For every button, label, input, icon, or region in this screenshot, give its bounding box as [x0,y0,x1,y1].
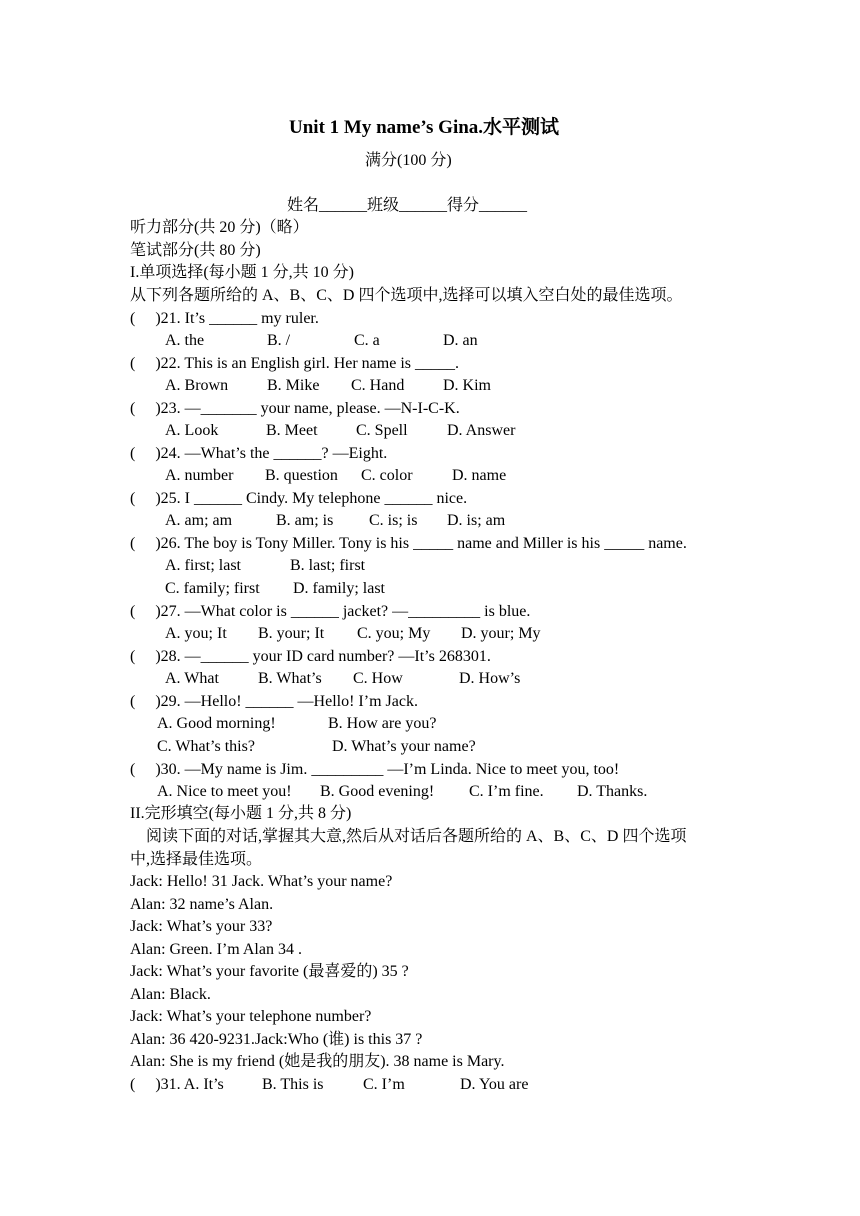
option-d: D. How’s [459,670,521,687]
question-stem: ( )29. —Hello! ______ —Hello! I’m Jack. [130,693,418,710]
option-b: B. question [265,467,338,484]
option-b: B. Good evening! [320,783,435,800]
option-d: D. is; am [447,512,506,529]
part1-title: I.单项选择(每小题 1 分,共 10 分) [130,264,354,281]
part2-instruction-cont: 中,选择最佳选项。 [130,851,263,868]
question-stem: ( )28. —______ your ID card number? —It’s 268301. [130,648,491,665]
option-b: B. Meet [266,422,318,439]
option-c: C. color [361,467,413,484]
option-a: A. Nice to meet you! [157,783,292,800]
part2-title: II.完形填空(每小题 1 分,共 8 分) [130,805,352,822]
option-b: B. This is [262,1076,324,1093]
question-stem: ( )22. This is an English girl. Her name is _____. [130,355,459,372]
dialogue-line: Alan: 36 420-9231.Jack:Who (谁) is this 37 ? [130,1031,423,1048]
student-info-line: 姓名______班级______得分______ [287,197,528,214]
option-c: C. How [353,670,403,687]
option-c: C. you; My [357,625,431,642]
question-stem: ( )25. I ______ Cindy. My telephone ______ nice. [130,490,468,507]
page-title: Unit 1 My name’s Gina.水平测试 [289,117,560,138]
dialogue-line: Alan: 32 name’s Alan. [130,896,274,913]
dialogue-line: Alan: She is my friend (她是我的朋友). 38 name is Mary. [130,1053,505,1070]
option-c: C. is; is [369,512,418,529]
option-d: D. an [443,332,478,349]
option-d: D. Kim [443,377,491,394]
option-b: B. Mike [267,377,320,394]
option-a: A. Look [165,422,219,439]
option-d: D. family; last [293,580,385,597]
option-c: C. Hand [351,377,405,394]
option-d: D. name [452,467,507,484]
option-a: A. Brown [165,377,229,394]
dialogue-line: Jack: What’s your 33? [130,918,273,935]
option-c: C. What’s this? [157,738,255,755]
option-b: B. last; first [290,557,366,574]
option-a: A. am; am [165,512,233,529]
option-a: A. you; It [165,625,227,642]
dialogue-line: Jack: What’s your telephone number? [130,1008,372,1025]
question-stem: ( )30. —My name is Jim. _________ —I’m Linda. Nice to meet you, too! [130,761,620,778]
option-a: A. number [165,467,234,484]
part2-instruction: 阅读下面的对话,掌握其大意,然后从对话后各题所给的 A、B、C、D 四个选项 [146,828,687,845]
dialogue-line: Alan: Green. I’m Alan 34 . [130,941,302,958]
option-b: B. your; It [258,625,325,642]
listening-section: 听力部分(共 20 分)（略） [130,219,309,236]
writing-section: 笔试部分(共 80 分) [130,242,261,259]
option-c: C. family; first [165,580,260,597]
option-c: C. a [354,332,380,349]
option-c: C. Spell [356,422,408,439]
option-a: A. What [165,670,219,687]
dialogue-line: Alan: Black. [130,986,211,1003]
option-c: C. I’m [363,1076,405,1093]
option-d: D. You are [460,1076,529,1093]
option-b: B. am; is [276,512,334,529]
question-stem: ( )21. It’s ______ my ruler. [130,310,319,327]
option-d: D. Thanks. [577,783,648,800]
question-stem: ( )26. The boy is Tony Miller. Tony is his _____ name and Miller is his _____ name. [130,535,687,552]
option-c: C. I’m fine. [469,783,544,800]
option-a: A. Good morning! [157,715,276,732]
option-d: D. Answer [447,422,516,439]
option-b: B. How are you? [328,715,437,732]
option-b: B. / [267,332,291,349]
option-a: A. first; last [165,557,241,574]
dialogue-line: Jack: Hello! 31 Jack. What’s your name? [130,873,393,890]
question-stem: ( )27. —What color is ______ jacket? —_________ is blue. [130,603,531,620]
part1-instruction: 从下列各题所给的 A、B、C、D 四个选项中,选择可以填入空白处的最佳选项。 [130,287,683,304]
full-score: 满分(100 分) [365,152,452,169]
option-b: B. What’s [258,670,322,687]
option-a: A. the [165,332,205,349]
question-stem: ( )24. —What’s the ______? —Eight. [130,445,388,462]
option-d: D. What’s your name? [332,738,476,755]
question-stem: ( )31. A. It’s [130,1076,224,1093]
option-d: D. your; My [461,625,541,642]
question-stem: ( )23. —_______ your name, please. —N-I-C-K. [130,400,460,417]
dialogue-line: Jack: What’s your favorite (最喜爱的) 35 ? [130,963,409,980]
